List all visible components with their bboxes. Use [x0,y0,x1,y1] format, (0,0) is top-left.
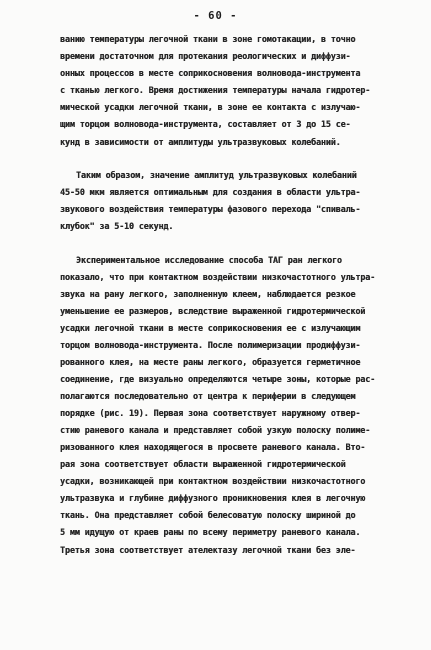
text-line: уменьшение ее размеров, вследствие выраженной гидротермической [60,306,366,316]
text-line: ткань. Она представляет собой белесоватую полоску шириной до [60,510,356,520]
text-line: рованного клея, на месте раны легкого, образуется герметичное [60,357,361,367]
text-line: 5 мм идущую от краев раны по всему периметру раневого канала. [60,527,361,537]
text-line: кунд в зависимости от амплитуды ультразвуковых колебаний. [60,137,341,147]
page-number: - 60 - [193,10,238,22]
text-line: соединение, где визуально определяются четыре зоны, которые рас- [60,374,376,384]
text-line: усадки легочной ткани в месте соприкосновения ее с излучающим [60,323,361,333]
text-line: 45-50 мкм является оптимальным для создания в области ультра- [60,187,361,197]
text-line: усадки, возникающей при контактном воздействии низкочастотного [60,476,366,486]
text-line: полагаются последовательно от центра к периферии в следующем [60,391,356,401]
text-line: времени достаточном для протекания реологических и диффузи- [60,51,351,61]
text-line: ультразвука и глубине диффузного проникновения клея в легочную [60,493,366,503]
text-line: Таким образом, значение амплитуд ультразвуковых колебаний [76,170,357,180]
text-line: показало, что при контактном воздействии низкочастотного ультра- [60,272,376,282]
text-line: мической усадки легочной ткани, в зоне ее контакта с излучаю- [60,102,361,112]
text-line: Экспериментальное исследование способа ТАГ ран легкого [76,255,342,265]
text-line: ризованного клея находящегося в просвете раневого канала. Вто- [60,442,366,452]
text-line: щим торцом волновода-инструмента, составляет от 3 до 15 се- [60,119,351,129]
text-line: ванию температуры легочной ткани в зоне гомотакации, в точно [60,34,356,44]
text-line: звукового воздействия температуры фазового перехода "спиваль- [60,204,361,214]
text-line: рая зона соответствует области выраженной гидротермической [60,459,346,469]
text-line: порядке (рис. 19). Первая зона соответствует наружному отвер- [60,408,361,418]
text-line: клубок" за 5-10 секунд. [60,221,174,231]
text-line: звука на рану легкого, заполненную клеем, наблюдается резкое [60,289,356,299]
text-line: с тканью легкого. Время достижения температуры начала гидротер- [60,85,371,95]
text-line: Третья зона соответствует ателектазу легочной ткани без эле- [60,545,356,555]
text-line: онных процессов в месте соприкосновения волновода-инструмента [60,68,361,78]
text-line: торцом волновода-инструмента. После полимеризации продиффузи- [60,340,361,350]
text-line: стию раневого канала и представляет собой узкую полоску полиме- [60,425,371,435]
